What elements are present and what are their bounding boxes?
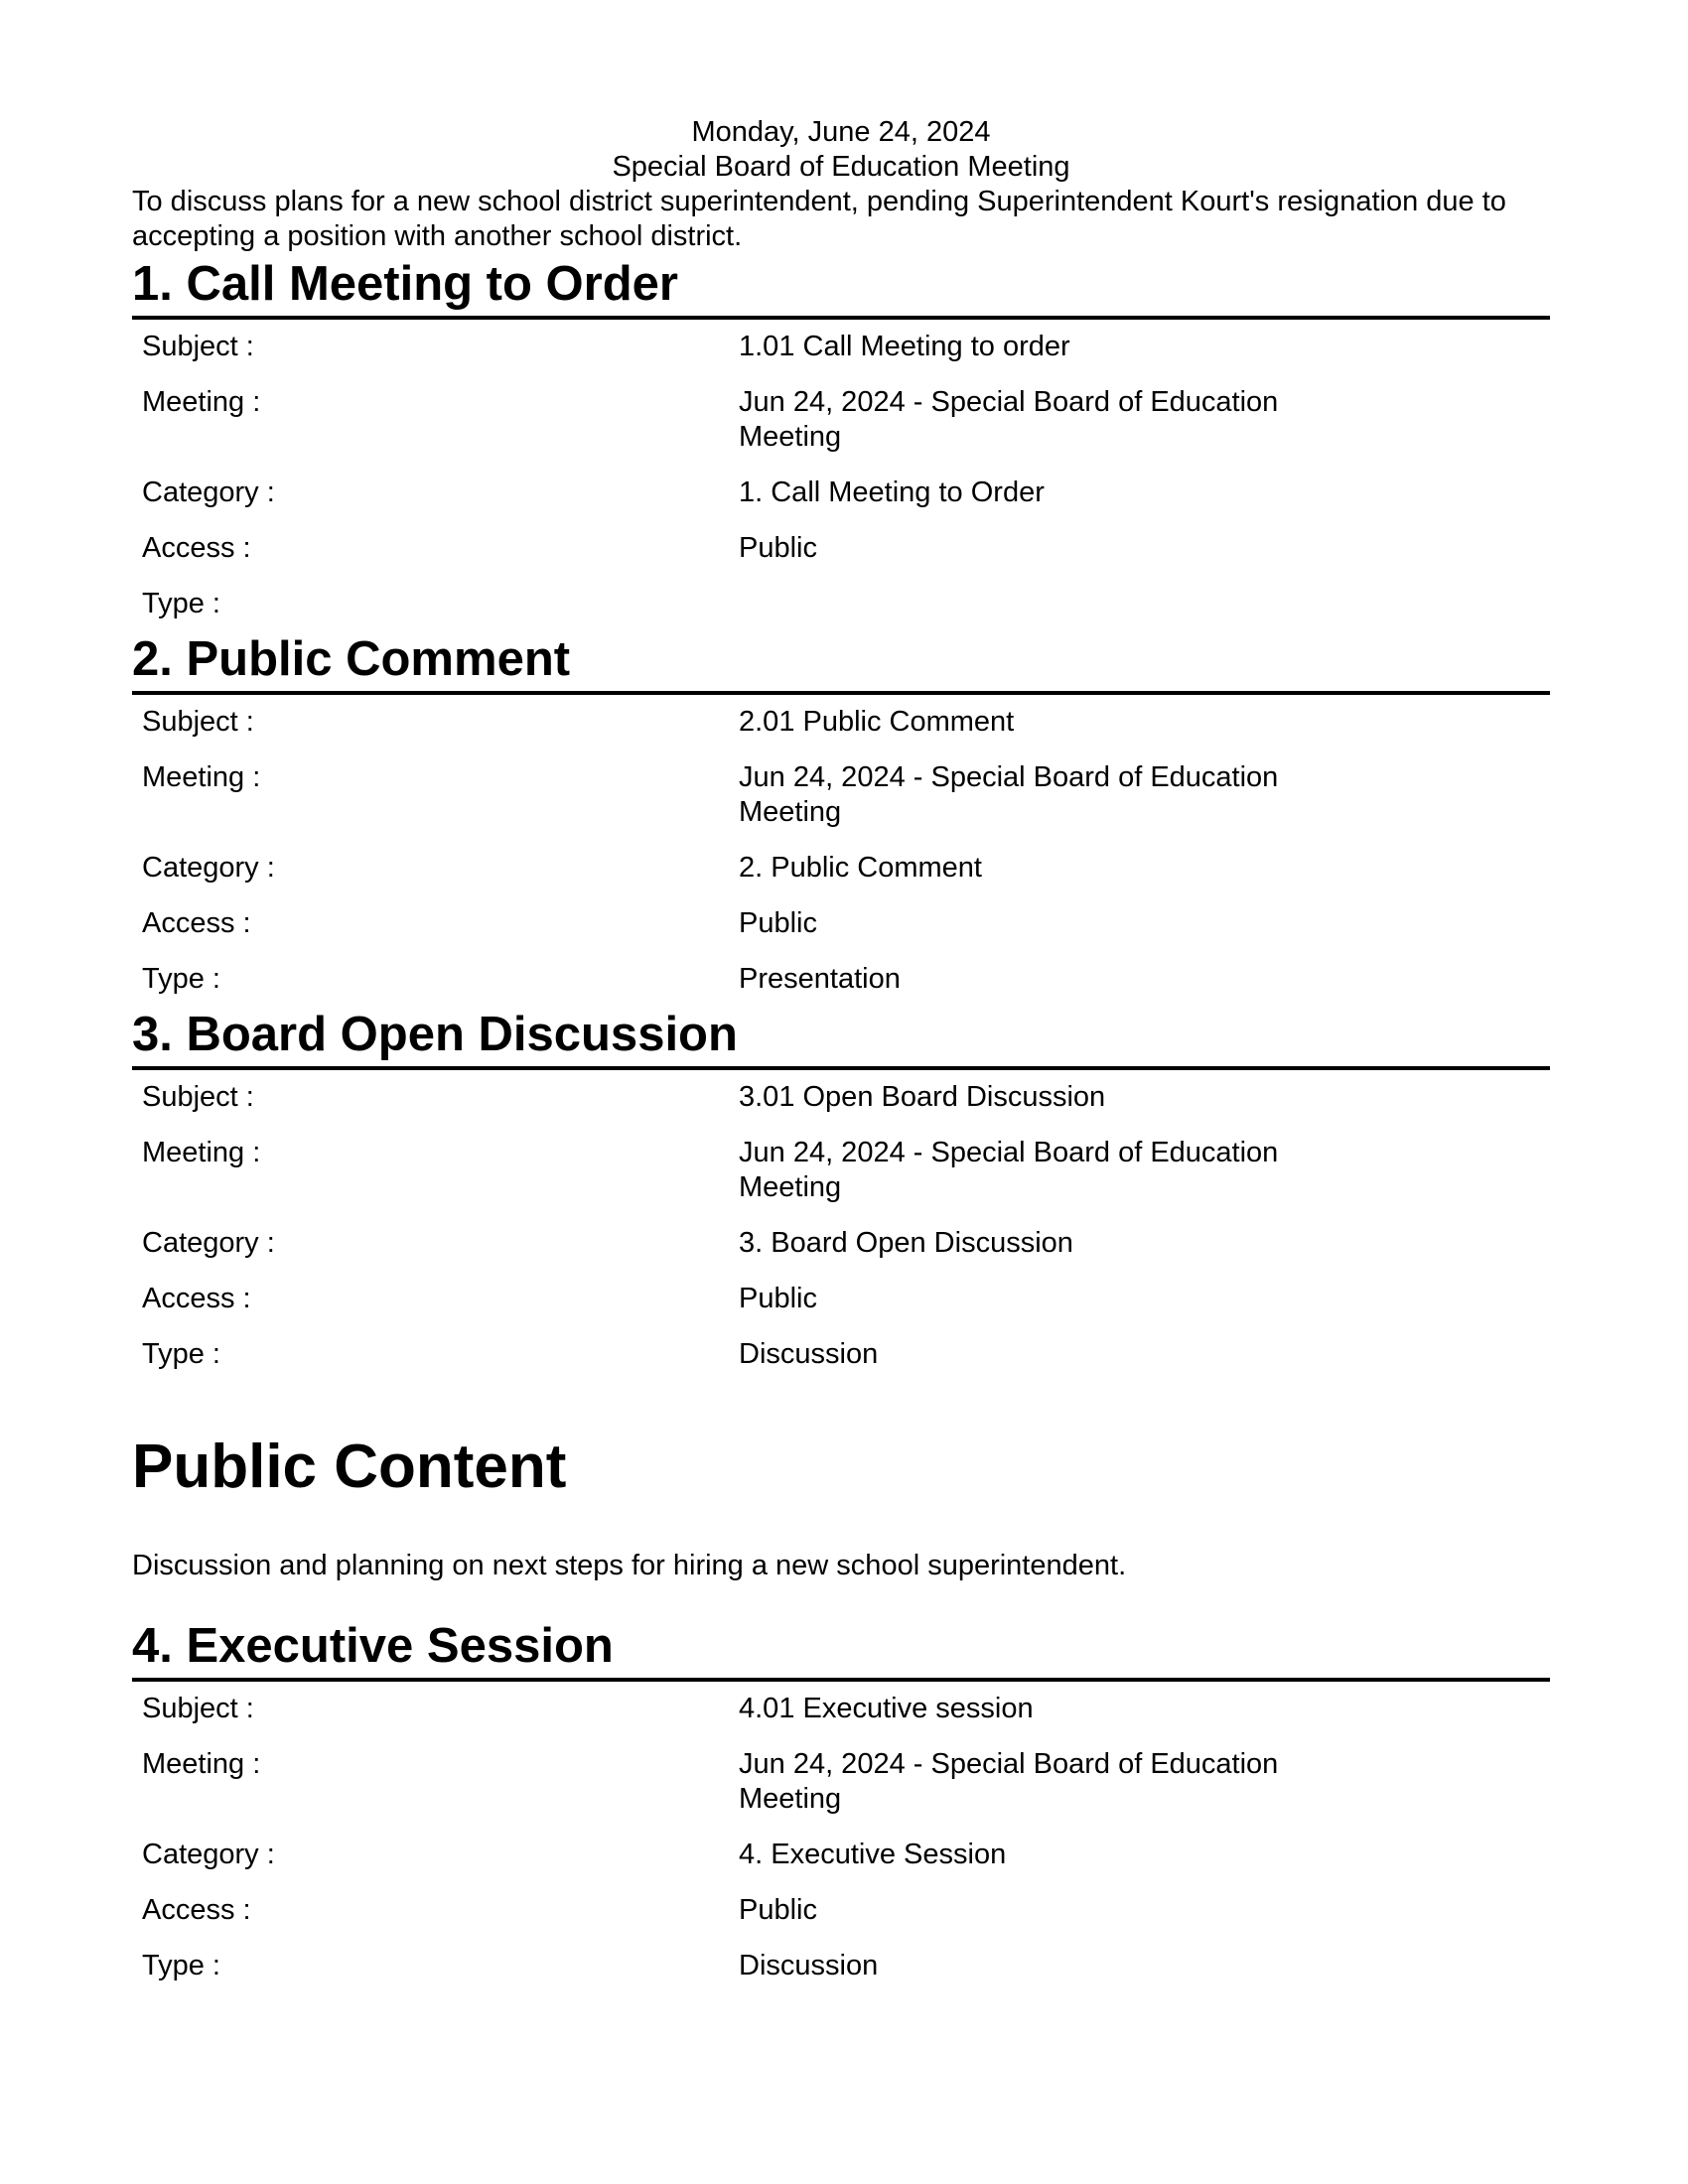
section-title: 1. Call Meeting to Order xyxy=(132,256,1550,320)
category-value: 1. Call Meeting to Order xyxy=(739,477,1045,508)
type-value: Discussion xyxy=(739,1950,879,1981)
type-value: Discussion xyxy=(739,1338,879,1370)
type-label: Type : xyxy=(142,1950,220,1981)
access-label: Access : xyxy=(142,532,251,564)
public-content-text: Discussion and planning on next steps for hiring a new school superintendent. xyxy=(132,1550,1127,1581)
category-label: Category : xyxy=(142,852,275,884)
section-title: 2. Public Comment xyxy=(132,631,1550,695)
meeting-label: Meeting : xyxy=(142,1137,261,1168)
access-label: Access : xyxy=(142,1894,251,1926)
subject-value: 3.01 Open Board Discussion xyxy=(739,1081,1106,1113)
section-fields xyxy=(132,1070,1550,1380)
type-row xyxy=(132,587,1550,621)
subject-value: 1.01 Call Meeting to order xyxy=(739,331,1070,362)
agenda-section-1 xyxy=(132,256,1550,629)
category-row xyxy=(132,1226,1550,1261)
section-fields xyxy=(132,695,1550,1005)
section-title: 3. Board Open Discussion xyxy=(132,1007,1550,1070)
meeting-value: Jun 24, 2024 - Special Board of Education Meeting xyxy=(739,761,1279,828)
category-row xyxy=(132,476,1550,510)
category-row xyxy=(132,1838,1550,1872)
access-row xyxy=(132,531,1550,566)
subject-label: Subject : xyxy=(142,1081,254,1113)
meeting-description: To discuss plans for a new school district superintendent, pending Superintendent Kourt's resignation due to accepting a position with another school district. xyxy=(132,186,1506,252)
access-value: Public xyxy=(739,1894,817,1926)
agenda-section-2 xyxy=(132,631,1550,1005)
meeting-title: Special Board of Education Meeting xyxy=(612,151,1070,183)
subject-label: Subject : xyxy=(142,706,254,738)
access-value: Public xyxy=(739,1283,817,1314)
subject-row xyxy=(132,705,1550,740)
category-value: 3. Board Open Discussion xyxy=(739,1227,1073,1259)
category-row xyxy=(132,851,1550,886)
meeting-label: Meeting : xyxy=(142,386,261,418)
section-fields xyxy=(132,1682,1550,1991)
subject-value: 4.01 Executive session xyxy=(739,1693,1034,1724)
agenda-page xyxy=(132,0,1550,1991)
type-value: Presentation xyxy=(739,963,901,995)
subject-label: Subject : xyxy=(142,331,254,362)
type-value xyxy=(739,587,1325,621)
access-row xyxy=(132,906,1550,941)
meeting-value: Jun 24, 2024 - Special Board of Education Meeting xyxy=(739,1137,1279,1203)
agenda-section-3 xyxy=(132,1007,1550,1380)
access-value: Public xyxy=(739,532,817,564)
access-label: Access : xyxy=(142,907,251,939)
section-title: 4. Executive Session xyxy=(132,1618,1550,1682)
category-value: 2. Public Comment xyxy=(739,852,982,884)
type-row xyxy=(132,1949,1550,1983)
access-label: Access : xyxy=(142,1283,251,1314)
public-content-block xyxy=(132,1432,1550,1583)
section-fields xyxy=(132,320,1550,629)
category-label: Category : xyxy=(142,1227,275,1259)
agenda-header xyxy=(132,115,1550,185)
public-content-title: Public Content xyxy=(132,1433,567,1501)
meeting-row xyxy=(132,1747,1550,1817)
meeting-value: Jun 24, 2024 - Special Board of Education Meeting xyxy=(739,1748,1279,1815)
subject-row xyxy=(132,1080,1550,1115)
category-label: Category : xyxy=(142,477,275,508)
meeting-row xyxy=(132,385,1550,455)
meeting-value: Jun 24, 2024 - Special Board of Education Meeting xyxy=(739,386,1279,453)
meeting-label: Meeting : xyxy=(142,761,261,793)
subject-value: 2.01 Public Comment xyxy=(739,706,1015,738)
category-label: Category : xyxy=(142,1839,275,1870)
type-label: Type : xyxy=(142,1338,220,1370)
access-row xyxy=(132,1893,1550,1928)
category-value: 4. Executive Session xyxy=(739,1839,1007,1870)
type-row xyxy=(132,1337,1550,1372)
subject-row xyxy=(132,330,1550,364)
type-row xyxy=(132,962,1550,997)
meeting-row xyxy=(132,760,1550,830)
type-label: Type : xyxy=(142,963,220,995)
subject-label: Subject : xyxy=(142,1693,254,1724)
subject-row xyxy=(132,1692,1550,1726)
access-row xyxy=(132,1282,1550,1316)
agenda-section-4 xyxy=(132,1618,1550,1991)
meeting-date: Monday, June 24, 2024 xyxy=(691,116,991,148)
access-value: Public xyxy=(739,907,817,939)
type-label: Type : xyxy=(142,588,220,619)
meeting-label: Meeting : xyxy=(142,1748,261,1780)
meeting-row xyxy=(132,1136,1550,1205)
